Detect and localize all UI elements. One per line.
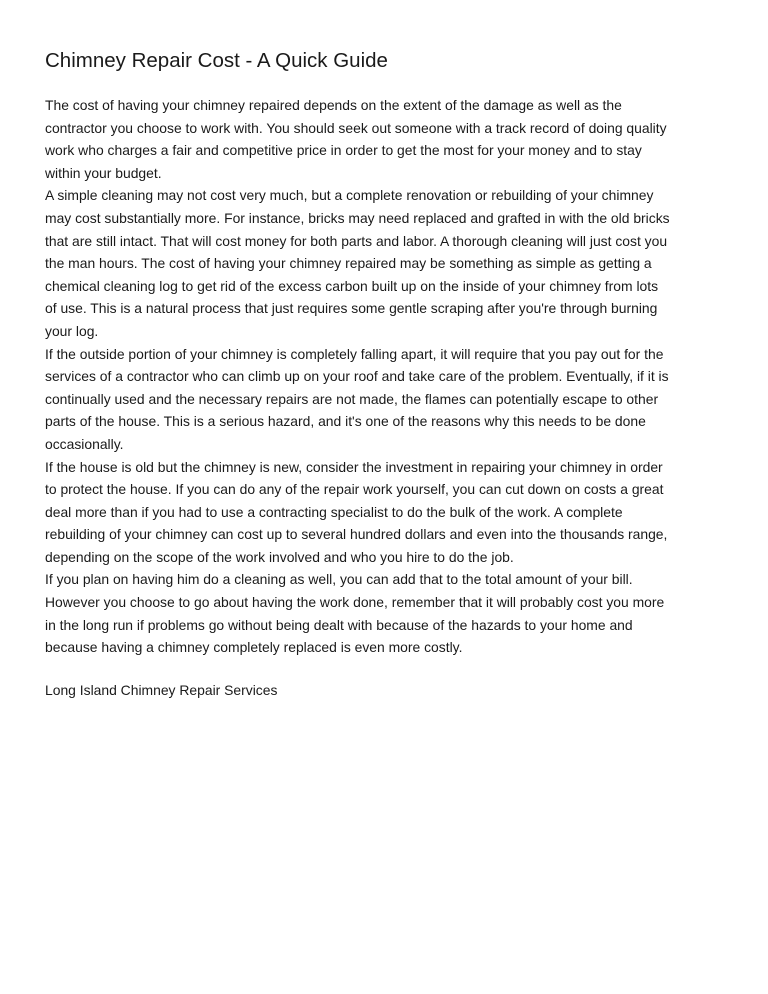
body-line: to protect the house. If you can do any of the repair work yourself, you can cut down on costs a great bbox=[45, 481, 664, 498]
body-line: If the outside portion of your chimney is completely falling apart, it will require that you pay out for the bbox=[45, 345, 664, 362]
body-line: the man hours. The cost of having your chimney repaired may be something as simple as getting a bbox=[45, 255, 652, 272]
body-line: may cost substantially more. For instance, bricks may need replaced and grafted in with the old bricks bbox=[45, 209, 670, 226]
body-line: continually used and the necessary repairs are not made, the flames can potentially escape to other bbox=[45, 390, 659, 407]
body-line: chemical cleaning log to get rid of the excess carbon built up on the inside of your chimney from lots bbox=[45, 277, 659, 294]
body-line: If you plan on having him do a cleaning as well, you can add that to the total amount of your bill. bbox=[45, 571, 633, 588]
body-line: occasionally. bbox=[45, 435, 124, 452]
body-line: The cost of having your chimney repaired depends on the extent of the damage as well as the bbox=[45, 97, 622, 113]
body-line: work who charges a fair and competitive price in order to get the most for your money and to stay bbox=[45, 142, 642, 159]
body-line: that are still intact. That will cost money for both parts and labor. A thorough cleaning will just cost you bbox=[45, 232, 668, 249]
body-line: A simple cleaning may not cost very much, but a complete renovation or rebuilding of your chimney bbox=[45, 187, 654, 204]
body-line: depending on the scope of the work involved and who you hire to do the job. bbox=[45, 548, 514, 565]
body-line: within your budget. bbox=[45, 164, 162, 181]
body-line: services of a contractor who can climb up on your roof and take care of the problem. Eventually, if it is bbox=[45, 368, 669, 385]
body-line: rebuilding of your chimney can cost up to several hundred dollars and even into the thousands range, bbox=[45, 526, 668, 543]
body-line: However you choose to go about having the work done, remember that it will probably cost you more bbox=[45, 594, 665, 611]
body-line: your log. bbox=[45, 322, 99, 339]
body-line: contractor you choose to work with. You should seek out someone with a track record of doing quality bbox=[45, 119, 667, 136]
body-line: parts of the house. This is a serious hazard, and it's one of the reasons why this needs to be done bbox=[45, 413, 646, 430]
footer-link[interactable]: Long Island Chimney Repair Services bbox=[45, 682, 278, 698]
body-line: in the long run if problems go without being dealt with because of the hazards to your home and bbox=[45, 616, 633, 633]
article-body bbox=[45, 94, 733, 659]
body-line: deal more than if you had to use a contracting specialist to do the bulk of the work. A complete bbox=[45, 503, 623, 520]
body-line: If the house is old but the chimney is new, consider the investment in repairing your chimney in order bbox=[45, 458, 663, 475]
body-line: of use. This is a natural process that just requires some gentle scraping after you're through burning bbox=[45, 300, 658, 317]
body-line: because having a chimney completely replaced is even more costly. bbox=[45, 639, 463, 656]
page-title: Chimney Repair Cost - A Quick Guide bbox=[45, 49, 388, 72]
